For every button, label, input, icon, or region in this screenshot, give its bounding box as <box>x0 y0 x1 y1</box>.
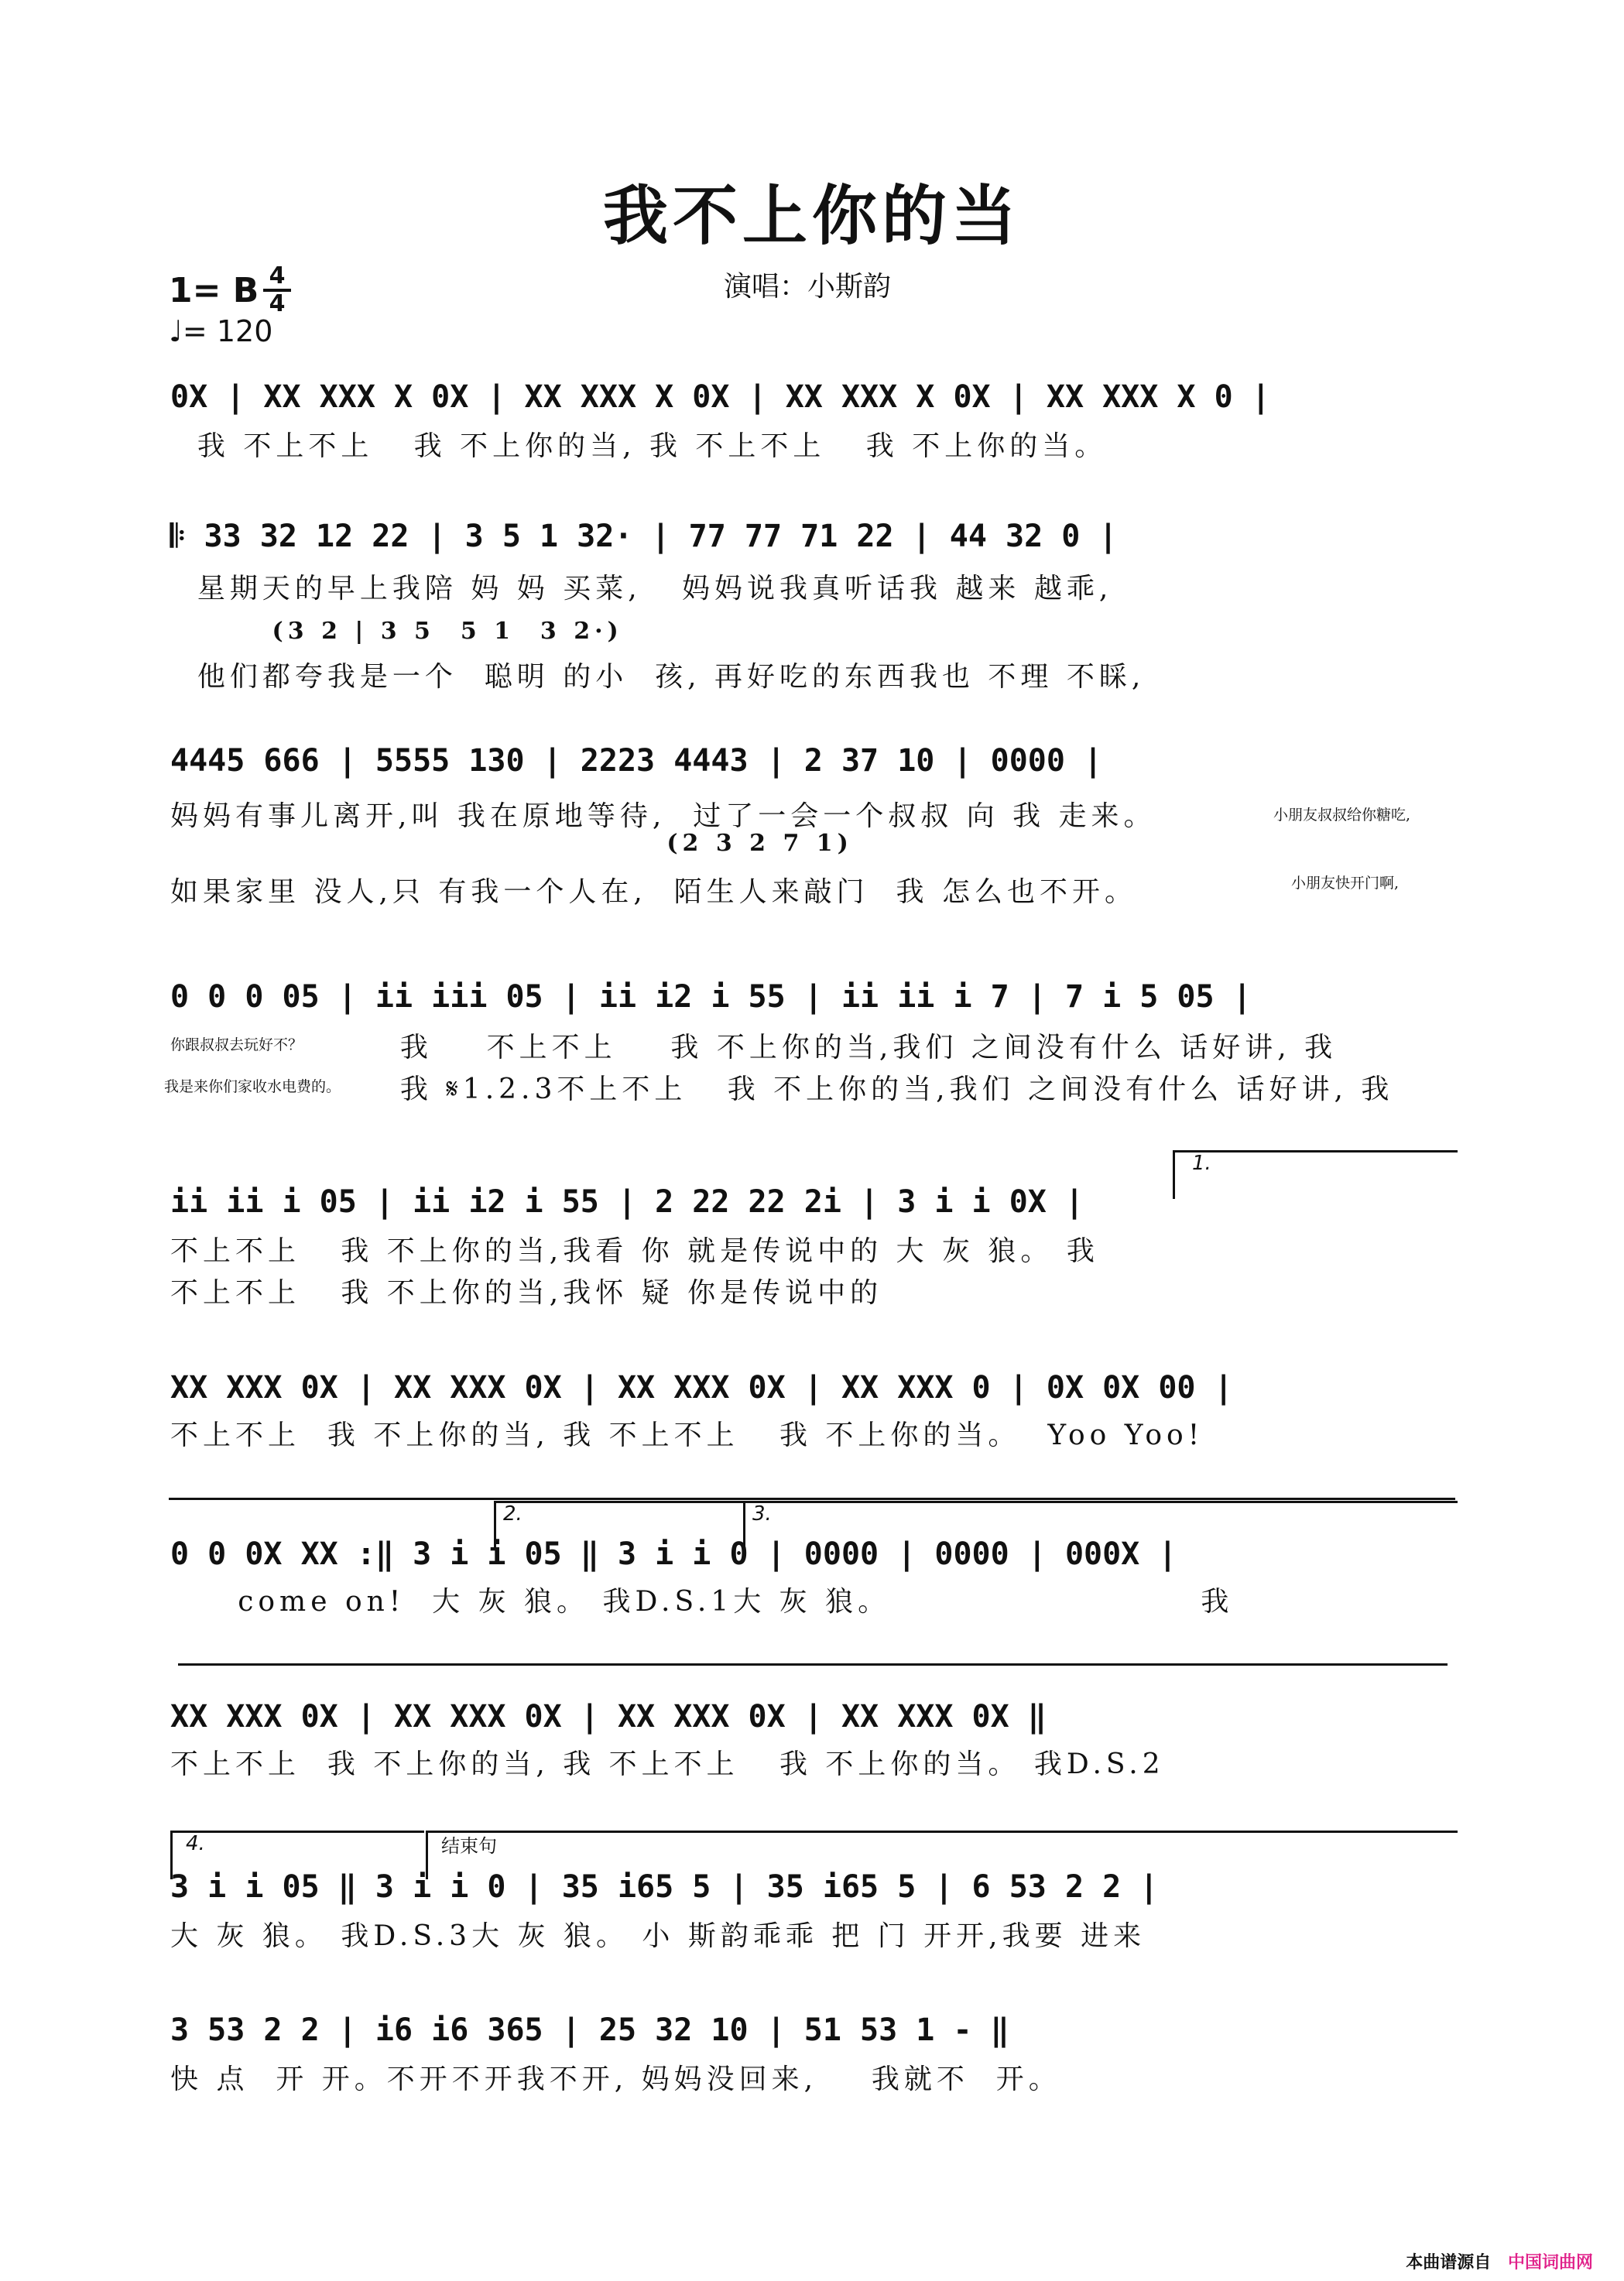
source-footer <box>1406 2249 1593 2273</box>
score-system-7 <box>170 1502 1455 1622</box>
notation-row: XX XXX 0X | XX XXX 0X | XX XXX 0X | XX XXX 0X ‖ <box>170 1699 1047 1735</box>
left-watermark-strip <box>0 0 15 2281</box>
spoken-line: 小朋友快开门啊, <box>1291 875 1400 892</box>
score-system-4 <box>164 979 1455 1111</box>
lyric-line-1: 不上不上 我 不上你的当, 我 不上不上 我 不上你的当。 我D.S.2 <box>170 1748 1165 1780</box>
score-system-8 <box>170 1699 1455 1784</box>
volta-label-3: 3. <box>752 1502 772 1526</box>
score-system-2 <box>170 519 1455 704</box>
lyric-line-2: 他们都夸我是一个 聪明 的小 孩, 再好吃的东西我也 不理 不睬, <box>170 661 1146 693</box>
lyric-line-2: 如果家里 没人,只 有我一个人在, 陌生人来敲门 我 怎么也不开。 <box>170 876 1137 908</box>
lyric-line-2: 我 𝄋1.2.3不上不上 我 不上你的当,我们 之间没有什么 话好讲, 我 <box>373 1074 1394 1105</box>
coda-label: 结束句 <box>441 1835 497 1857</box>
score-system-5 <box>170 1152 1455 1316</box>
notation-row: 3 53 2 2 | i6 i6 365 | 25 32 10 | 51 53 1 - ‖ <box>170 2012 1009 2048</box>
spoken-line: 小朋友叔叔给你糖吃, <box>1273 807 1411 824</box>
lyric-line-1: 妈妈有事儿离开,叫 我在原地等待, 过了一会一个叔叔 向 我 走来。 <box>170 800 1156 832</box>
interlude-notes: (3 2 | 3 5 5 1 3 2·) <box>170 618 623 645</box>
notation-row: 0X | XX XXX X 0X | XX XXX X 0X | XX XXX X 0X | XX XXX X 0 | <box>170 379 1270 415</box>
notation-row: 0 0 0X XX :‖ 3 i i 05 ‖ 3 i i 0 | 0000 | 0000 | 000X | <box>170 1536 1177 1572</box>
source-site-link[interactable]: 中国词曲网 <box>1507 2253 1593 2272</box>
notation-row: 0 0 0 05 | ii iii 05 | ii i2 i 55 | ii ii i 7 | 7 i 5 05 | <box>170 979 1252 1015</box>
key-signature: 1= B <box>169 271 259 310</box>
notation-row: 3 i i 05 ‖ 3 i i 0 | 35 i65 5 | 35 i65 5 | 6 53 2 2 | <box>170 1869 1159 1905</box>
lyric-line-1: 我 不上不上 我 不上你的当, 我 不上不上 我 不上你的当。 <box>170 430 1108 462</box>
singer-credit: 演唱：小斯韵 <box>724 271 892 303</box>
notation-row: ii ii i 05 | ii i2 i 55 | 2 22 22 2i | 3 i i 0X | <box>170 1184 1084 1220</box>
interlude-notes: (2 3 2 7 1) <box>170 830 853 857</box>
score-system-9 <box>170 1832 1455 1954</box>
upper-staff-rule <box>169 1498 1455 1500</box>
lyric-line-1: 不上不上 我 不上你的当, 我 不上不上 我 不上你的当。 Yoo Yoo! <box>170 1420 1204 1451</box>
notation-row: 𝄆 33 32 12 22 | 3 5 1 32· | 77 77 71 22 | 44 32 0 | <box>170 519 1118 554</box>
lyric-line-1: come on! 大 灰 狼。 我D.S.1大 灰 狼。 我 <box>170 1586 1234 1618</box>
notation-row: 4445 666 | 5555 130 | 2223 4443 | 2 37 10 | 0000 | <box>170 743 1103 779</box>
score-system-3 <box>170 743 1455 929</box>
lyric-line-2: 不上不上 我 不上你的当,我怀 疑 你是传说中的 <box>170 1277 883 1309</box>
lyric-line-1: 我 不上不上 我 不上你的当,我们 之间没有什么 话好讲, 我 <box>373 1032 1338 1063</box>
spoken-line: 我是来你们家收水电费的。 <box>164 1078 341 1095</box>
spoken-line: 你跟叔叔去玩好不？ <box>170 1036 303 1053</box>
volta-label: 1. <box>1192 1152 1211 1175</box>
song-title: 我不上你的当 <box>602 177 1021 254</box>
upper-staff-rule <box>178 1663 1448 1666</box>
volta-label-4: 4. <box>186 1832 205 1855</box>
time-signature <box>263 262 291 317</box>
tempo-mark: ♩= 120 <box>169 314 273 348</box>
score-system-1 <box>170 379 1455 472</box>
source-label: 本曲谱源自 <box>1406 2253 1492 2272</box>
lyric-line-1: 快 点 开 开。不开不开我不开, 妈妈没回来, 我就不 开。 <box>170 2064 1061 2095</box>
score-system-10 <box>170 2012 1455 2098</box>
score-system-6 <box>170 1370 1455 1455</box>
time-signature-top: 4 <box>269 262 286 289</box>
right-watermark-strip <box>1609 0 1624 2281</box>
notation-row: XX XXX 0X | XX XXX 0X | XX XXX 0X | XX XXX 0 | 0X 0X 00 | <box>170 1370 1233 1406</box>
volta-label-2: 2. <box>503 1502 522 1526</box>
lyric-line-1: 不上不上 我 不上你的当,我看 你 就是传说中的 大 灰 狼。 我 <box>170 1235 1099 1267</box>
time-signature-bottom: 4 <box>269 290 286 317</box>
lyric-line-1: 大 灰 狼。 我D.S.3大 灰 狼。 小 斯韵乖乖 把 门 开开,我要 进来 <box>170 1920 1146 1952</box>
lyric-line-1: 星期天的早上我陪 妈 妈 买菜, 妈妈说我真听话我 越来 越乖, <box>170 573 1113 604</box>
